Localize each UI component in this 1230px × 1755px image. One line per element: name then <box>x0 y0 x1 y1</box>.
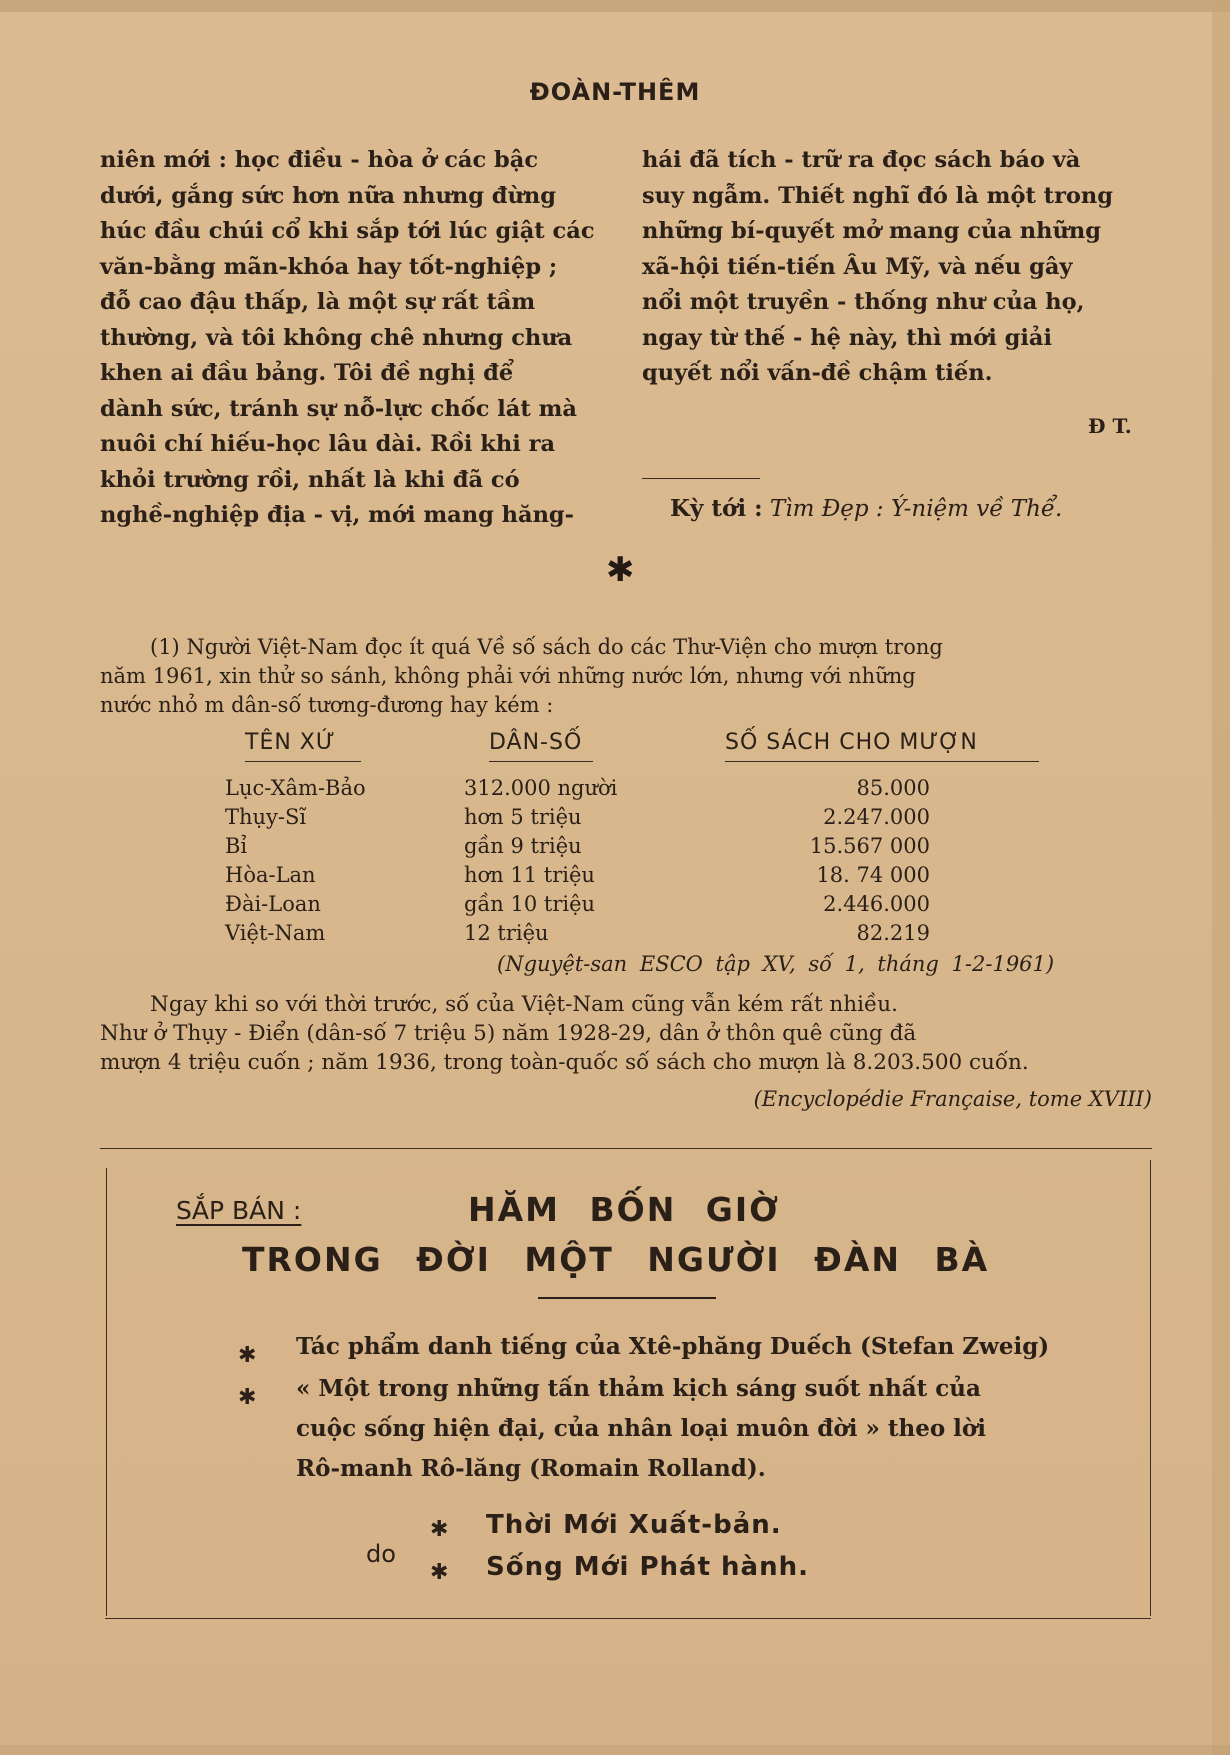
advert-title: HĂM BỐN GIỜ <box>468 1190 780 1229</box>
cell-books: 18. 74 000 <box>816 863 930 887</box>
cell-country: Việt-Nam <box>225 921 326 945</box>
article-line: dành sức, tránh sự nỗ-lực chốc lát mà <box>100 395 577 422</box>
article-left-column <box>100 143 608 534</box>
table-row <box>0 863 1230 892</box>
star-bullet-icon: ✱ <box>430 1560 449 1585</box>
article-line: niên mới : học điều - hòa ở các bậc <box>100 147 539 173</box>
article-line: nổi một truyền - thống như của họ, <box>642 289 1085 315</box>
footnote-line: nước nhỏ m dân-số tương-đương hay kém : <box>100 693 554 717</box>
cell-country: Thụy-Sĩ <box>225 805 307 829</box>
cell-country: Đài-Loan <box>225 892 321 916</box>
next-issue-title: Tìm Đẹp : Ý-niệm về Thể. <box>769 496 1063 522</box>
article-line: húc đầu chúi cổ khi sắp tới lúc giật các <box>100 218 595 244</box>
table-row <box>0 805 1230 834</box>
paragraph-line: Ngay khi so với thời trước, số của Việt-Nam cũng vẫn kém rất nhiều. <box>150 992 898 1017</box>
citation: (Encyclopédie Française, tome XVIII) <box>753 1087 1152 1111</box>
advert-bullet: cuộc sống hiện đại, của nhân loại muôn đời » theo lời <box>296 1415 986 1442</box>
publisher: Thời Mới Xuất-bản. <box>486 1510 782 1540</box>
header-underline <box>725 761 1039 762</box>
star-ornament-icon: ✱ <box>606 550 635 590</box>
table-row <box>0 921 1230 950</box>
table-header-books: SỐ SÁCH CHO MƯỢN <box>725 730 978 755</box>
distributor: Sống Mới Phát hành. <box>486 1552 810 1582</box>
cell-books: 2.247.000 <box>823 805 930 829</box>
cell-books: 85.000 <box>856 776 930 800</box>
article-line: những bí-quyết mở mang của những <box>642 218 1101 244</box>
article-line: dưới, gắng sức hơn nữa nhưng đừng <box>100 182 556 209</box>
advert-title: TRONG ĐỜI MỘT NGƯỜI ĐÀN BÀ <box>242 1240 990 1279</box>
article-line: văn-bằng mãn-khóa hay tốt-nghiệp ; <box>100 253 558 280</box>
cell-books: 2.446.000 <box>823 892 930 916</box>
cell-population: gần 10 triệu <box>464 892 596 916</box>
article-line: nghề-nghiệp địa - vị, mới mang hăng- <box>100 502 575 528</box>
footnote-line: năm 1961, xin thử so sánh, không phải với những nước lớn, nhưng với những <box>100 664 916 688</box>
article-line: thường, và tôi không chê nhưng chưa <box>100 324 573 351</box>
table-source: (Nguyệt-san ESCO tập XV, số 1, tháng 1-2-1961) <box>497 952 1055 976</box>
cell-population: hơn 5 triệu <box>464 805 582 829</box>
cell-population: hơn 11 triệu <box>464 863 595 887</box>
cell-population: gần 9 triệu <box>464 834 582 858</box>
footnote-line: (1) Người Việt-Nam đọc ít quá Về số sách do các Thư-Viện cho mượn trong <box>150 635 943 659</box>
author-signature: Đ T. <box>1088 414 1132 438</box>
comparison-paragraph <box>100 990 1150 1077</box>
star-bullet-icon: ✱ <box>238 1343 257 1368</box>
cell-books: 82.219 <box>856 921 930 945</box>
table-header-population: DÂN-SỐ <box>489 730 583 755</box>
divider <box>538 1297 716 1299</box>
advert-border <box>106 1168 107 1616</box>
star-bullet-icon: ✱ <box>238 1385 257 1410</box>
page-edge <box>0 1745 1230 1755</box>
star-bullet-icon: ✱ <box>430 1517 449 1542</box>
advert-border <box>1150 1160 1151 1616</box>
table-row <box>0 834 1230 863</box>
article-line: đỗ cao đậu thấp, là một sự rất tầm <box>100 289 536 315</box>
publisher-prefix: do <box>366 1540 396 1568</box>
running-header: ĐOÀN-THÊM <box>529 78 701 106</box>
paragraph-line: mượn 4 triệu cuốn ; năm 1936, trong toàn-quốc số sách cho mượn là 8.203.500 cuốn. <box>100 1050 1029 1075</box>
advert-bullet: Tác phẩm danh tiếng của Xtê-phăng Duếch (Stefan Zweig) <box>296 1333 1050 1360</box>
cell-books: 15.567 000 <box>809 834 930 858</box>
article-line: hái đã tích - trữ ra đọc sách báo và <box>642 147 1081 173</box>
header-underline <box>245 761 361 762</box>
advert-label: SẮP BÁN : <box>176 1196 302 1225</box>
advert-border <box>105 1618 1151 1619</box>
cell-population: 312.000 người <box>464 776 618 800</box>
article-line: nuôi chí hiếu-học lâu dài. Rồi khi ra <box>100 431 556 457</box>
advert-bullet: « Một trong những tấn thảm kịch sáng suốt nhất của <box>296 1375 981 1402</box>
advert-border <box>100 1148 1152 1149</box>
next-issue-label: Kỳ tới : <box>670 495 763 522</box>
article-line: xã-hội tiến-tiến Âu Mỹ, và nếu gây <box>642 253 1073 280</box>
table-row <box>0 776 1230 805</box>
article-right-column <box>642 143 1150 392</box>
article-line: suy ngẫm. Thiết nghĩ đó là một trong <box>642 182 1114 209</box>
next-issue-note <box>670 495 1062 522</box>
divider <box>642 478 760 479</box>
header-underline <box>489 761 593 762</box>
article-line: ngay từ thế - hệ này, thì mới giải <box>642 324 1052 351</box>
paragraph-line: Như ở Thụy - Điển (dân-số 7 triệu 5) năm 1928-29, dân ở thôn quê cũng đã <box>100 1021 917 1046</box>
cell-country: Bỉ <box>225 834 248 858</box>
cell-country: Hòa-Lan <box>225 863 316 887</box>
table-row <box>0 892 1230 921</box>
advert-bullet: Rô-manh Rô-lăng (Romain Rolland). <box>296 1455 766 1482</box>
cell-country: Lục-Xâm-Bảo <box>225 776 366 800</box>
article-line: khen ai đầu bảng. Tôi đề nghị để <box>100 360 514 386</box>
article-line: quyết nổi vấn-đề chậm tiến. <box>642 360 993 386</box>
article-line: khỏi trường rồi, nhất là khi đã có <box>100 466 520 493</box>
footnote <box>100 633 1150 720</box>
table-header-country: TÊN XỨ <box>245 730 336 755</box>
page-edge <box>0 0 1230 12</box>
cell-population: 12 triệu <box>464 921 549 945</box>
